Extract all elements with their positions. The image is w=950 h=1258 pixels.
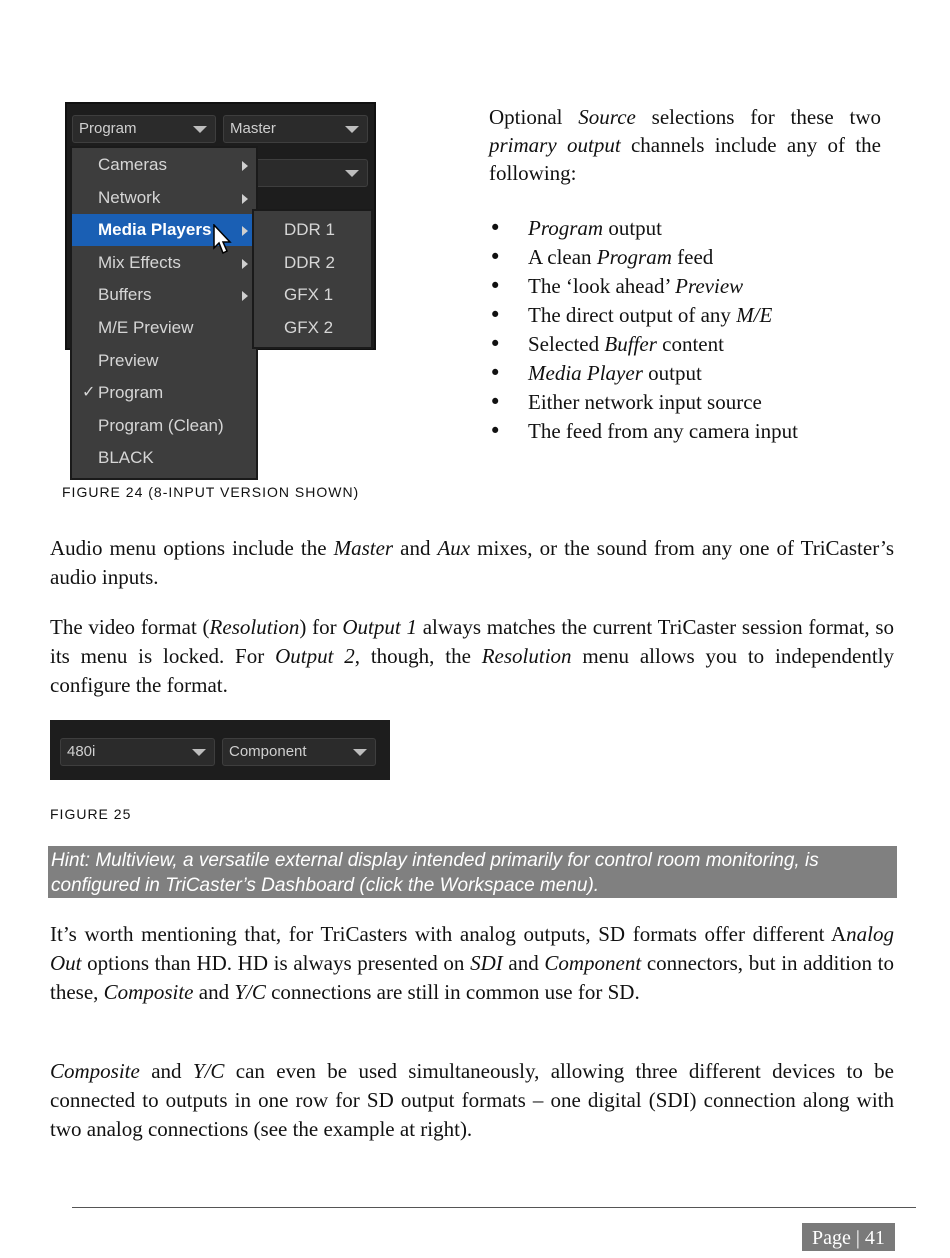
footer-divider: [72, 1207, 916, 1208]
video-format-paragraph: The video format (Resolution) for Output 1 always matches the current TriCaster session format, so its menu is locked. For Output 2, though, the Resolution menu allows you to independently configure the format.: [50, 615, 894, 697]
page-number: Page | 41: [802, 1223, 895, 1251]
menu-item-label: BLACK: [98, 448, 154, 468]
analog-out-dropdown-value: Component: [229, 743, 307, 760]
menu-item-label: Media Players: [98, 220, 212, 240]
figure-25-screenshot: [50, 720, 390, 780]
submenu-item[interactable]: GFX 2: [284, 317, 334, 337]
audio-dropdown[interactable]: [223, 115, 368, 143]
menu-item[interactable]: [72, 345, 256, 377]
chevron-down-icon: [353, 749, 367, 756]
composite-paragraph: Composite and Y/C can even be used simultaneously, allowing three different devices to be connected to outputs in one row for SD output formats – one digital (SDI) connection along with two analog connections (see the example at right).: [50, 1059, 894, 1141]
list-item: • Either network input source: [489, 388, 909, 417]
list-item: • The direct output of any M/E: [489, 301, 909, 330]
list-item: • The ‘look ahead’ Preview: [489, 272, 909, 301]
menu-item-label: Buffers: [98, 285, 152, 305]
submenu-item[interactable]: DDR 2: [284, 252, 336, 272]
chevron-down-icon: [193, 126, 207, 133]
source-dropdown-value: Program: [79, 120, 137, 137]
submenu-item[interactable]: DDR 1: [284, 220, 336, 239]
submenu-item[interactable]: GFX 1: [284, 285, 334, 305]
list-item: • Selected Buffer content: [489, 330, 909, 359]
resolution-dropdown-value: 480i: [67, 743, 96, 760]
list-item: • Media Player output: [489, 359, 909, 388]
menu-item[interactable]: [72, 410, 256, 442]
menu-item-label: Cameras: [98, 155, 167, 174]
menu-item-label: M/E Preview: [98, 318, 194, 337]
chevron-down-icon: [345, 170, 359, 177]
chevron-down-icon: [345, 126, 359, 133]
chevron-right-icon: [242, 161, 248, 171]
figure-24-caption: FIGURE 24 (8-INPUT VERSION SHOWN): [62, 484, 360, 500]
chevron-right-icon: [242, 291, 248, 301]
chevron-right-icon: [242, 226, 248, 236]
menu-item[interactable]: [72, 442, 256, 474]
list-item: • Program output: [489, 214, 909, 243]
menu-item-label: Preview: [98, 350, 159, 370]
source-options-list: [489, 214, 909, 446]
source-menu: [70, 146, 258, 480]
menu-item[interactable]: [72, 149, 256, 181]
hint-box: Hint: Multiview, a versatile external display intended primarily for control room monitoring, is configured in TriCaster’s Dashboard (click the Workspace menu).: [48, 846, 897, 898]
menu-item-label: Program: [98, 383, 164, 403]
menu-item[interactable]: [72, 182, 256, 214]
menu-item-label: Network: [98, 187, 161, 207]
figure-25-caption: FIGURE 25: [50, 806, 132, 822]
list-item: • The feed from any camera input: [489, 417, 909, 446]
audio-dropdown-value: Master: [230, 120, 276, 137]
chevron-right-icon: [242, 259, 248, 269]
menu-item[interactable]: [72, 279, 256, 311]
media-players-submenu: [252, 209, 373, 349]
mouse-cursor-icon: [213, 224, 233, 256]
figure-24-screenshot: [65, 102, 376, 480]
checkmark-icon: ✓: [82, 384, 96, 402]
list-item: • A clean Program feed: [489, 243, 909, 272]
menu-item[interactable]: [72, 377, 256, 409]
resolution-dropdown[interactable]: [60, 738, 215, 766]
source-dropdown[interactable]: [72, 115, 216, 143]
chevron-right-icon: [242, 194, 248, 204]
source-intro-text: Optional Source selections for these two primary output channels include any of the following:: [489, 105, 881, 185]
menu-item[interactable]: [72, 312, 256, 344]
menu-item-label: Mix Effects: [98, 252, 181, 272]
menu-item-label: Program (Clean): [98, 415, 224, 435]
chevron-down-icon: [192, 749, 206, 756]
audio-paragraph: Audio menu options include the Master and Aux mixes, or the sound from any one of TriCaster’s audio inputs.: [50, 536, 894, 589]
analog-outputs-paragraph: It’s worth mentioning that, for TriCasters with analog outputs, SD formats offer different Analog Out options than HD. HD is always presented on SDI and Component connectors, but in addition to these, Composite and Y/C connections are still in common use for SD.: [50, 922, 894, 1004]
analog-out-dropdown[interactable]: [222, 738, 376, 766]
